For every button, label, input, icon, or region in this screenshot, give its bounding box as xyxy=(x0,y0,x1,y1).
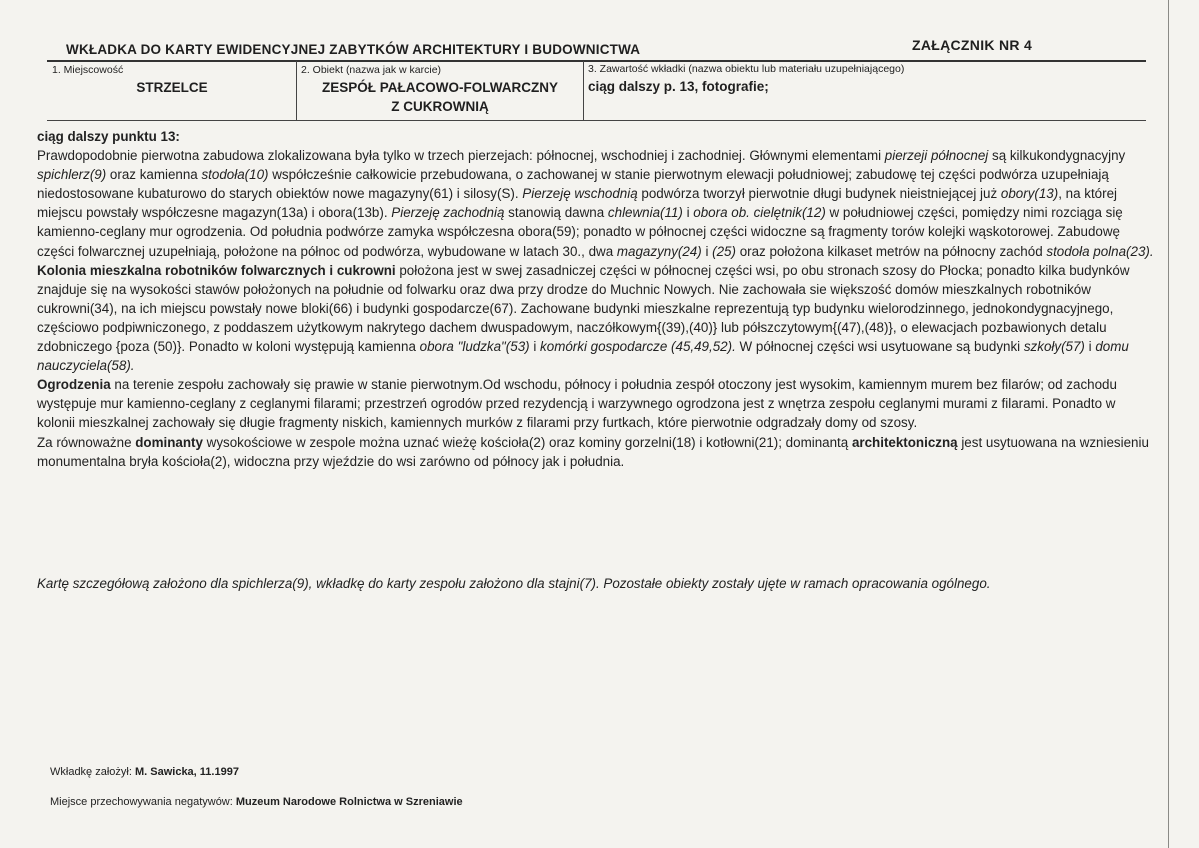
locality-label: 1. Miejscowość xyxy=(52,64,124,76)
text-run: wysokościowe w zespole można uznać wieżę kościoła(2) oraz kominy gorzelni(18) i kotłowni(21); dominantą xyxy=(202,434,852,450)
text-run: oraz kamienna xyxy=(106,167,202,183)
locality-value: STRZELCE xyxy=(136,80,208,95)
paragraph-farm-buildings xyxy=(37,146,1155,261)
object-reference: pierzeji północnej xyxy=(884,148,989,164)
text-run: na terenie zespołu zachowały się prawie w stanie pierwotnym.Od wschodu, północy i południa zespół otoczony jest wysokim, kamiennym murem bez filarów; od zachodu występuje mur kamienno-ceglany z ceglanymi filarami; przestrzeń ogrodów przed rezydencją i warzywnego ogrodzona jest z wnętrza zespołu ceglanymi murami z filarami. Ponadto w kolonii mieszkalnej zachowały się długie fragmenty niskich, kamiennych murków z filarami przy furtkach, które pierwotnie odgradzały domy od szosy. xyxy=(37,377,1117,431)
object-reference: Pierzeję zachodnią xyxy=(391,205,505,221)
author-line xyxy=(50,766,239,778)
cell3-bottom-rule xyxy=(583,120,1146,121)
object-reference: chlewnia(11) xyxy=(607,205,683,221)
object-reference: obora ob. cielętnik(12) xyxy=(693,205,826,221)
document-title: WKŁADKA DO KARTY EWIDENCYJNEJ ZABYTKÓW ARCHITEKTURY I BUDOWNICTWA xyxy=(66,42,641,57)
object-reference: szkoły(57) xyxy=(1023,339,1085,355)
text-run: są kilkukondygnacyjny xyxy=(988,148,1126,164)
paragraph-dominants xyxy=(37,433,1155,471)
object-value-line1: ZESPÓŁ PAŁACOWO-FOLWARCZNY xyxy=(322,80,558,95)
storage-line xyxy=(50,796,463,808)
emphasis-term: dominanty xyxy=(135,434,203,450)
scan-edge-line xyxy=(1168,0,1169,848)
text-run: oraz położona kilkaset metrów na północny zachód xyxy=(735,243,1047,259)
paragraph-workers-colony xyxy=(37,261,1155,376)
object-reference: (25) xyxy=(712,243,736,259)
text-run: i xyxy=(529,339,541,355)
section-heading: ciąg dalszy punktu 13: xyxy=(37,129,180,144)
annex-number: ZAŁĄCZNIK NR 4 xyxy=(912,37,1033,53)
text-run: Za równoważne xyxy=(37,434,136,450)
storage-label: Miejsce przechowywania negatywów: xyxy=(50,796,233,808)
object-label: 2. Obiekt (nazwa jak w karcie) xyxy=(301,64,442,76)
text-run: jest usytuowana na wzniesieniu monumentalna bryła kościoła(2), widoczna przy wjeździe do wsi zarówno od północy jak i południa. xyxy=(37,434,1149,469)
text-run: i xyxy=(682,205,694,221)
text-run: , na której miejscu powstały współczesne magazyn(13a) i obora(13b). xyxy=(37,186,1118,221)
text-run: Prawdopodobnie pierwotna zabudowa zlokalizowana była tylko w trzech pierzejach: północnej, wschodniej i zachodniej. Głównymi elementami xyxy=(37,148,885,164)
contents-value: ciąg dalszy p. 13, fotografie; xyxy=(588,79,769,94)
text-run: i xyxy=(1084,339,1096,355)
object-reference: magazyny(24) xyxy=(616,243,702,259)
text-run: w południowej części, pomiędzy nimi rozciąga się kamienno-ceglany mur ogrodzenia. Od południa podwórze zamyka współczesna obora(59); ponadto w północnej części widoczne są fragmenty torów kolejki wąskotorowej. Zabudowę części folwarcznej uzupełniają, położone na północ od podwórza, wybudowane w latach 30., dwa xyxy=(37,205,1123,259)
object-reference: domu nauczyciela(58). xyxy=(37,339,1129,374)
description-text xyxy=(37,127,1155,471)
contents-label: 3. Zawartość wkładki (nazwa obiektu lub materiału uzupełniającego) xyxy=(588,63,905,75)
object-reference: Pierzeję wschodnią xyxy=(522,186,638,202)
text-run: stanowią dawna xyxy=(504,205,608,221)
object-reference: stodoła(10) xyxy=(201,167,269,183)
header-rule xyxy=(47,60,1146,62)
cell2-bottom-rule xyxy=(296,120,584,121)
text-run: i xyxy=(701,243,713,259)
storage-value: Muzeum Narodowe Rolnictwa w Szreniawie xyxy=(235,796,463,808)
text-run: położona jest w swej zasadniczej części w północnej części wsi, po obu stronach szosy do Płocka; ponadto kilka budynków znajduje się na wysokości stawów położonych na południe od folwarku oraz dwa przy drodze do Muchnic Nowych. Nie zachowała sie większość domów mieszkalnych robotników cukrowni(34), na ich miejscu powstały nowe bloki(66) i budynki gospodarcze(67). Zachowane budynki mieszkalne reprezentują typ budynku wielorodzinnego, jednokondygnacyjnego, częściowo podpiwniczonego, z poddaszem użytkowym nakrytego dachem dwuspadowym, naczółkowym{(39),(40)} lub półszczytowym{(47),(48)}, o elewacjach pozbawionych detalu zdobniczego {poza (50)}. Ponadto w koloni występują kamienna xyxy=(37,262,1130,355)
text-run: podwórza tworzył pierwotnie długi budynek nieistniejącej już xyxy=(637,186,1001,202)
object-reference: stodoła polna(23). xyxy=(1046,243,1154,259)
cell1-bottom-rule xyxy=(47,120,297,121)
emphasis-term: architektoniczną xyxy=(851,434,958,450)
object-reference: komórki gospodarcze (45,49,52). xyxy=(540,339,736,355)
paragraph-fences xyxy=(37,375,1155,432)
author-value: M. Sawicka, 11.1997 xyxy=(134,766,239,778)
closing-note: Kartę szczegółową założono dla spichlerza(9), wkładkę do karty zespołu założono dla stajni(7). Pozostałe obiekty zostały ujęte w ramach opracowania ogólnego. xyxy=(37,576,991,591)
text-run: W północnej części wsi usytuowane są budynki xyxy=(735,339,1024,355)
object-reference: spichlerz(9) xyxy=(37,167,107,183)
object-value-line2: Z CUKROWNIĄ xyxy=(391,99,489,114)
object-reference: obora "ludzka"(53) xyxy=(419,339,530,355)
emphasis-term: Kolonia mieszkalna robotników folwarcznych i cukrowni xyxy=(37,262,396,278)
text-run: współcześnie całkowicie przebudowana, o zachowanej w stanie pierwotnym elewacji południowej; zabudowę tej części podwórza uzupełniają niedostosowane kubaturowo do starych obiektów nowe magazyny(61) i silosy(S). xyxy=(37,167,1109,202)
emphasis-term: Ogrodzenia xyxy=(37,377,111,393)
object-reference: obory(13) xyxy=(1000,186,1059,202)
author-label: Wkładkę założył: xyxy=(50,766,132,778)
